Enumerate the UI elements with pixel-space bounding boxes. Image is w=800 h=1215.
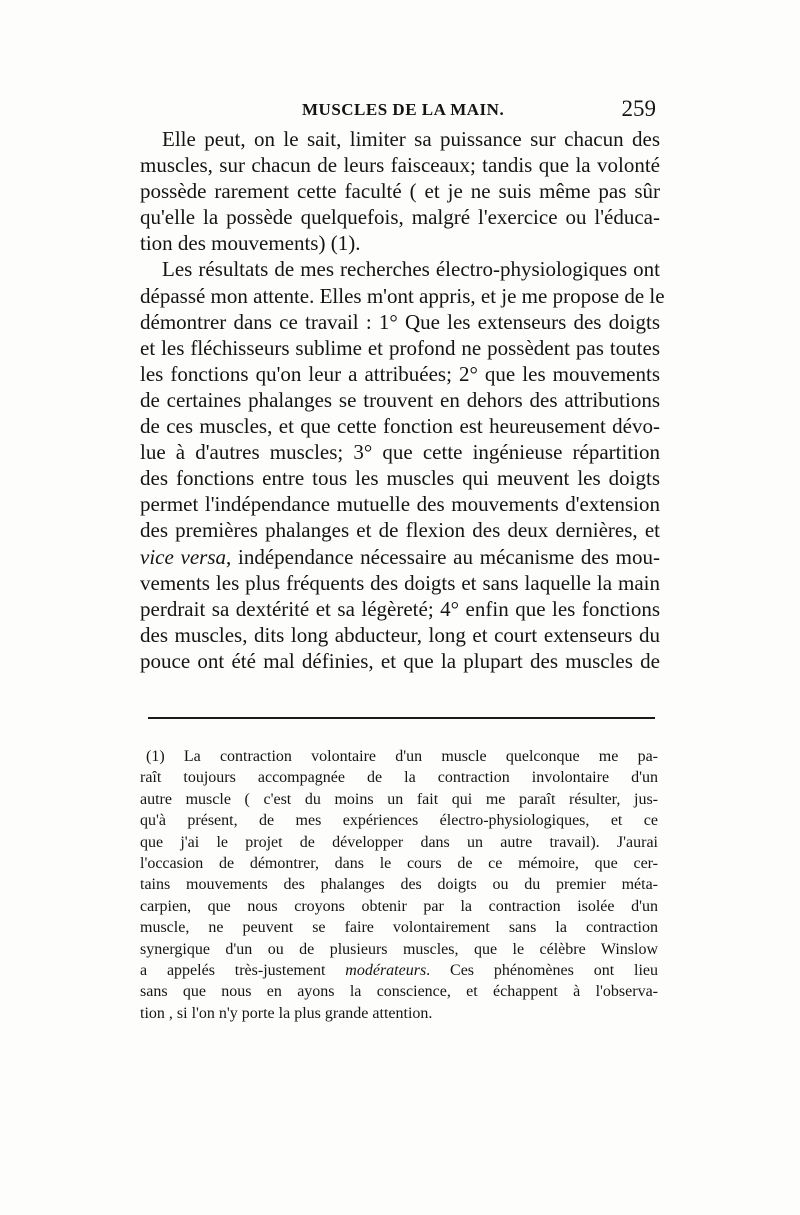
text-line xyxy=(140,544,660,570)
text-line: qu'elle la possède quelquefois, malgré l'exercice ou l'éduca- xyxy=(140,205,660,230)
text-line: les fonctions qu'on leur a attribuées; 2° que les mouvements xyxy=(140,361,660,386)
text-line: perdrait sa dextérité et sa légèreté; 4° enfin que les fonctions xyxy=(140,596,660,621)
text-line: de ces muscles, et que cette fonction est heureusement dévo- xyxy=(140,414,660,439)
text-line-rest: , indépendance nécessaire au mécanisme des mou- xyxy=(226,544,660,569)
footnote-rule xyxy=(148,717,655,719)
text-line: Elle peut, on le sait, limiter sa puissance sur chacun des xyxy=(162,127,660,151)
footnote-line: muscle, ne peuvent se faire volontairement sans la contraction xyxy=(140,919,658,937)
footnote xyxy=(140,746,658,1024)
footnote-line: tains mouvements des phalanges des doigts ou du premier méta- xyxy=(140,876,658,894)
text-line: permet l'indépendance mutuelle des mouvements d'extension xyxy=(140,492,660,517)
page-number: 259 xyxy=(621,96,656,121)
footnote-line: raît toujours accompagnée de la contraction involontaire d'un xyxy=(140,769,658,787)
text-line: démontrer dans ce travail : 1° Que les extenseurs des doigts xyxy=(140,309,660,334)
text-line: et les fléchisseurs sublime et profond ne possèdent pas toutes xyxy=(140,335,660,360)
text-line: vements les plus fréquents des doigts et sans laquelle la main xyxy=(140,570,660,595)
footnote-line: l'occasion de démontrer, dans le cours de ce mémoire, que cer- xyxy=(140,854,658,872)
text-line: muscles, sur chacun de leurs faisceaux; tandis que la volonté xyxy=(140,153,660,178)
text-line: des muscles, dits long abducteur, long et court extenseurs du xyxy=(140,622,660,647)
running-title: MUSCLES DE LA MAIN. xyxy=(302,100,505,119)
text-line: tion des mouvements) (1). xyxy=(140,231,361,256)
text-line: possède rarement cette faculté ( et je ne suis même pas sûr xyxy=(140,179,660,204)
footnote-line: autre muscle ( c'est du moins un fait qui me paraît résulter, jus- xyxy=(140,790,658,808)
page-header xyxy=(140,98,656,124)
footnote-line: qu'à présent, de mes expériences électro-physiologiques, et ce xyxy=(140,812,658,830)
text-line: des fonctions entre tous les muscles qui meuvent les doigts xyxy=(140,466,660,491)
text-line: de certaines phalanges se trouvent en dehors des attributions xyxy=(140,387,660,412)
footnote-line: synergique d'un ou de plusieurs muscles, que le célèbre Winslow xyxy=(140,940,658,958)
text-line: des premières phalanges et de flexion des deux dernières, et xyxy=(140,518,660,543)
vice-versa-italic: vice versa xyxy=(140,544,227,569)
text-line: Les résultats de mes recherches électro-physiologiques ont xyxy=(162,257,660,282)
footnote-line-start: a appelés très-justement xyxy=(140,961,346,979)
text-line: dépassé mon attente. Elles m'ont appris, et je me propose de le xyxy=(140,283,665,308)
footnote-line: tion , si l'on n'y porte la plus grande attention. xyxy=(140,1004,433,1022)
text-line: pouce ont été mal définies, et que la plupart des muscles de xyxy=(140,648,660,673)
footnote-line-end: . Ces phénomènes ont lieu xyxy=(426,961,658,979)
body-text xyxy=(140,126,665,674)
text-line: lue à d'autres muscles; 3° que cette ingénieuse répartition xyxy=(140,440,660,465)
moderateurs-italic: modérateurs xyxy=(345,961,427,979)
footnote-line: (1) La contraction volontaire d'un muscle quelconque me pa- xyxy=(146,748,658,765)
footnote-line xyxy=(140,960,658,981)
footnote-line: carpien, que nous croyons obtenir par la contraction isolée d'un xyxy=(140,897,658,915)
footnote-line: sans que nous en ayons la conscience, et échappent à l'observa- xyxy=(140,983,658,1001)
footnote-line: que j'ai le projet de développer dans un autre travail). J'aurai xyxy=(140,833,658,851)
